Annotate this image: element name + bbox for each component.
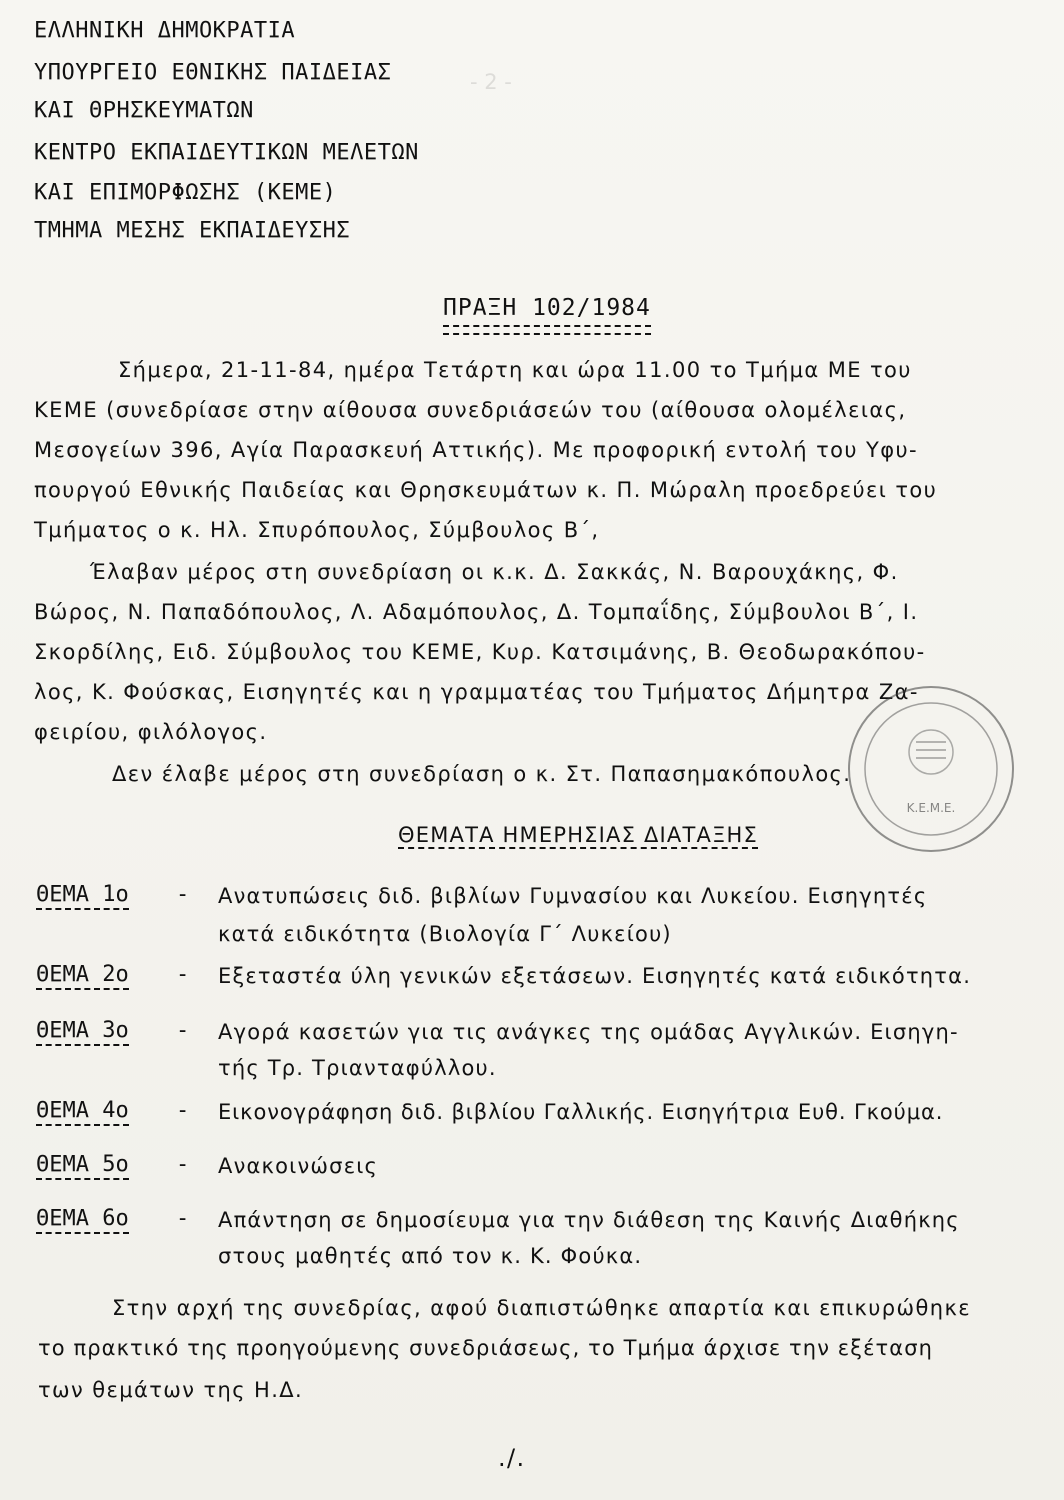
header-line-3: ΚΑΙ ΘΡΗΣΚΕΥΜΑΤΩΝ [34, 98, 254, 123]
continuation-mark: ./. [498, 1444, 526, 1472]
topic-6-dash: - [176, 1206, 190, 1231]
intro-line-5: Τμήματος ο κ. Ηλ. Σπυρόπουλος, Σύμβουλος Β΄, [34, 518, 600, 542]
absent-line: Δεν έλαβε μέρος στη συνεδρίαση ο κ. Στ. Παπασημακόπουλος. [112, 762, 852, 786]
topic-2-line-1: Εξεταστέα ύλη γενικών εξετάσεων. Εισηγητές κατά ειδικότητα. [218, 964, 972, 988]
topic-4-label: ΘΕΜΑ 4ο [36, 1098, 129, 1126]
intro-line-4: πουργού Εθνικής Παιδείας και Θρησκευμάτων κ. Π. Μώραλη προεδρεύει του [34, 478, 938, 502]
topic-3-dash: - [176, 1018, 190, 1043]
topic-4-dash: - [176, 1098, 190, 1123]
closing-line-2: το πρακτικό της προηγούμενης συνεδριάσεως, το Τμήμα άρχισε την εξέταση [38, 1336, 934, 1360]
header-line-5: ΚΑΙ ΕΠΙΜΟΡΦΩΣΗΣ (ΚΕΜΕ) [34, 180, 337, 205]
participants-line-1: Έλαβαν μέρος στη συνεδρίαση οι κ.κ. Δ. Σακκάς, Ν. Βαρουχάκης, Φ. [90, 560, 899, 584]
closing-line-1: Στην αρχή της συνεδρίας, αφού διαπιστώθηκε απαρτία και επικυρώθηκε [112, 1296, 971, 1320]
official-seal-stamp [842, 680, 1020, 858]
topic-4-line-1: Εικονογράφηση διδ. βιβλίου Γαλλικής. Εισηγήτρια Ευθ. Γκούμα. [218, 1100, 944, 1124]
closing-line-3: των θεμάτων της Η.Δ. [38, 1378, 304, 1402]
header-line-6: ΤΜΗΜΑ ΜΕΣΗΣ ΕΚΠΑΙΔΕΥΣΗΣ [34, 218, 351, 243]
topic-2-dash: - [176, 962, 190, 987]
bleed-through-page-number: - 2 - [470, 70, 512, 94]
topic-3-line-1: Αγορά κασετών για τις ανάγκες της ομάδας Αγγλικών. Εισηγη- [218, 1020, 959, 1044]
topic-5-dash: - [176, 1152, 190, 1177]
participants-line-5: φειρίου, φιλόλογος. [34, 720, 268, 744]
topic-3-label: ΘΕΜΑ 3ο [36, 1018, 129, 1046]
topic-6-line-1: Απάντηση σε δημοσίευμα για την διάθεση της Καινής Διαθήκης [218, 1208, 960, 1232]
agenda-title: ΘΕΜΑΤΑ ΗΜΕΡΗΣΙΑΣ ΔΙΑΤΑΞΗΣ [398, 823, 759, 847]
header-line-2: ΥΠΟΥΡΓΕΙΟ ΕΘΝΙΚΗΣ ΠΑΙΔΕΙΑΣ [34, 60, 392, 85]
topic-5-line-1: Ανακοινώσεις [218, 1154, 379, 1178]
topic-1-dash: - [176, 882, 190, 907]
intro-line-3: Μεσογείων 396, Αγία Παρασκευή Αττικής). Με προφορική εντολή του Υφυ- [34, 438, 919, 462]
topic-6-line-2: στους μαθητές από τον κ. Κ. Φούκα. [218, 1244, 643, 1268]
document-title [443, 295, 651, 321]
participants-line-2: Βώρος, Ν. Παπαδόπουλος, Λ. Αδαμόπουλος, Δ. Τομπαΐδης, Σύμβουλοι Β΄, Ι. [34, 600, 919, 624]
participants-line-4: λος, Κ. Φούσκας, Εισηγητές και η γραμματέας του Τμήματος Δήμητρα Ζα- [34, 680, 919, 704]
topic-2-label: ΘΕΜΑ 2ο [36, 962, 129, 990]
participants-line-3: Σκορδίλης, Ειδ. Σύμβουλος του ΚΕΜΕ, Κυρ. Κατσιμάνης, Β. Θεοδωρακόπου- [34, 640, 926, 664]
stamp-label: Κ.Ε.Μ.Ε. [906, 801, 956, 815]
topic-3-line-2: τής Τρ. Τριανταφύλλου. [218, 1056, 497, 1080]
topic-1-line-2: κατά ειδικότητα (Βιολογία Γ΄ Λυκείου) [218, 922, 672, 946]
topic-1-label: ΘΕΜΑ 1ο [36, 882, 129, 910]
document-title-text: ΠΡΑΞΗ 102/1984 [443, 295, 651, 321]
topic-5-label: ΘΕΜΑ 5ο [36, 1152, 129, 1180]
intro-line-1: Σήμερα, 21-11-84, ημέρα Τετάρτη και ώρα 11.00 το Τμήμα ΜΕ του [118, 358, 912, 382]
intro-line-2: ΚΕΜΕ (συνεδρίασε στην αίθουσα συνεδριάσεών του (αίθουσα ολομέλειας, [34, 398, 907, 422]
header-line-1: ΕΛΛΗΝΙΚΗ ΔΗΜΟΚΡΑΤΙΑ [34, 18, 296, 43]
topic-1-line-1: Ανατυπώσεις διδ. βιβλίων Γυμνασίου και Λυκείου. Εισηγητές [218, 884, 928, 908]
topic-6-label: ΘΕΜΑ 6ο [36, 1206, 129, 1234]
header-line-4: ΚΕΝΤΡΟ ΕΚΠΑΙΔΕΥΤΙΚΩΝ ΜΕΛΕΤΩΝ [34, 140, 419, 165]
title-double-underline [443, 325, 651, 335]
